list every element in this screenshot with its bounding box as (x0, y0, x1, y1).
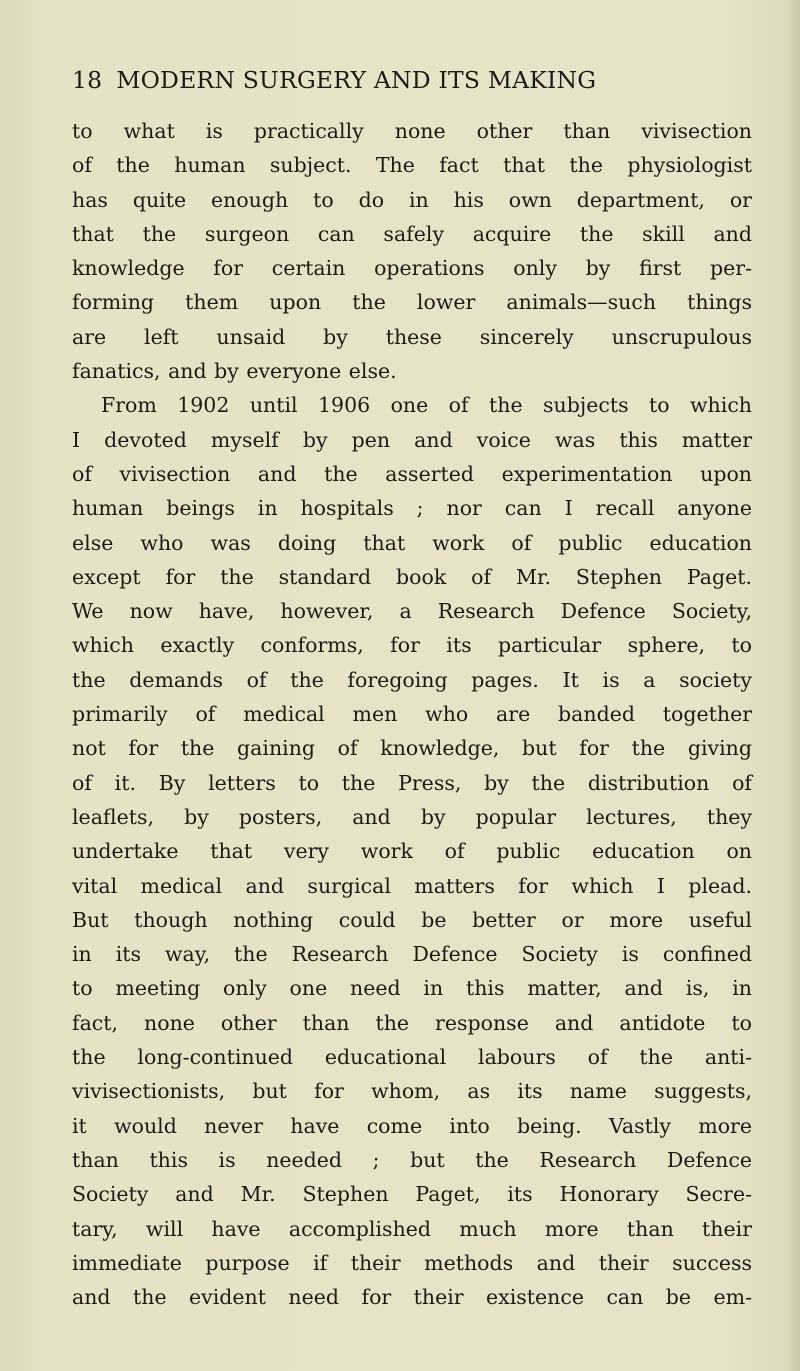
text-line: and the evident need for their existence can be em- (72, 1285, 752, 1310)
running-title: MODERN SURGERY AND ITS MAKING (116, 66, 597, 94)
text-line: are left unsaid by these sincerely unscrupulous (72, 324, 752, 349)
text-line: of it. By letters to the Press, by the distribution of (72, 770, 752, 795)
text-line: vivisectionists, but for whom, as its name suggests, (72, 1079, 752, 1104)
text-line: leaflets, by posters, and by popular lectures, they (72, 804, 752, 829)
text-line: that the surgeon can safely acquire the skill and (72, 221, 752, 246)
text-line: I devoted myself by pen and voice was this matter (72, 427, 752, 452)
text-line: it would never have come into being. Vastly more (72, 1113, 752, 1138)
text-line: tary, will have accomplished much more than their (72, 1216, 752, 1241)
text-line: fact, none other than the response and antidote to (72, 1010, 752, 1035)
text-line: primarily of medical men who are banded together (72, 702, 752, 727)
text-line: the demands of the foregoing pages. It is a society (72, 667, 752, 692)
text-line: forming them upon the lower animals—such things (72, 290, 752, 315)
text-line: to what is practically none other than vivisection (72, 119, 752, 143)
text-line: knowledge for certain operations only by first per- (72, 256, 752, 281)
page-number: 18 (72, 66, 103, 94)
text-line: not for the gaining of knowledge, but for the giving (72, 736, 752, 761)
text-line: But though nothing could be better or more useful (72, 907, 752, 932)
running-header (72, 66, 752, 106)
text-line: which exactly conforms, for its particular sphere, to (72, 633, 752, 658)
text-line: except for the standard book of Mr. Stephen Paget. (72, 564, 752, 589)
text-line: fanatics, and by everyone else. (72, 359, 397, 384)
text-line: of vivisection and the asserted experimentation upon (72, 461, 752, 486)
text-line: Society and Mr. Stephen Paget, its Honorary Secre- (72, 1182, 752, 1207)
text-line: human beings in hospitals ; nor can I recall anyone (72, 496, 752, 521)
page-edge-shadow (786, 0, 800, 1371)
text-line: in its way, the Research Defence Society is confined (72, 942, 752, 967)
text-line: We now have, however, a Research Defence Society, (72, 599, 752, 624)
text-line: vital medical and surgical matters for which I plead. (72, 873, 752, 898)
text-line: of the human subject. The fact that the physiologist (72, 153, 752, 178)
text-line: to meeting only one need in this matter, and is, in (72, 976, 752, 1001)
body-text (72, 114, 752, 1314)
text-line: From 1902 until 1906 one of the subjects to which (101, 393, 752, 418)
text-line: than this is needed ; but the Research Defence (72, 1147, 752, 1172)
text-line: undertake that very work of public education on (72, 839, 752, 864)
text-line: immediate purpose if their methods and their success (72, 1250, 752, 1275)
text-line: has quite enough to do in his own department, or (72, 187, 752, 212)
text-line: the long-continued educational labours of the anti- (72, 1045, 752, 1070)
text-line: else who was doing that work of public education (72, 530, 752, 555)
